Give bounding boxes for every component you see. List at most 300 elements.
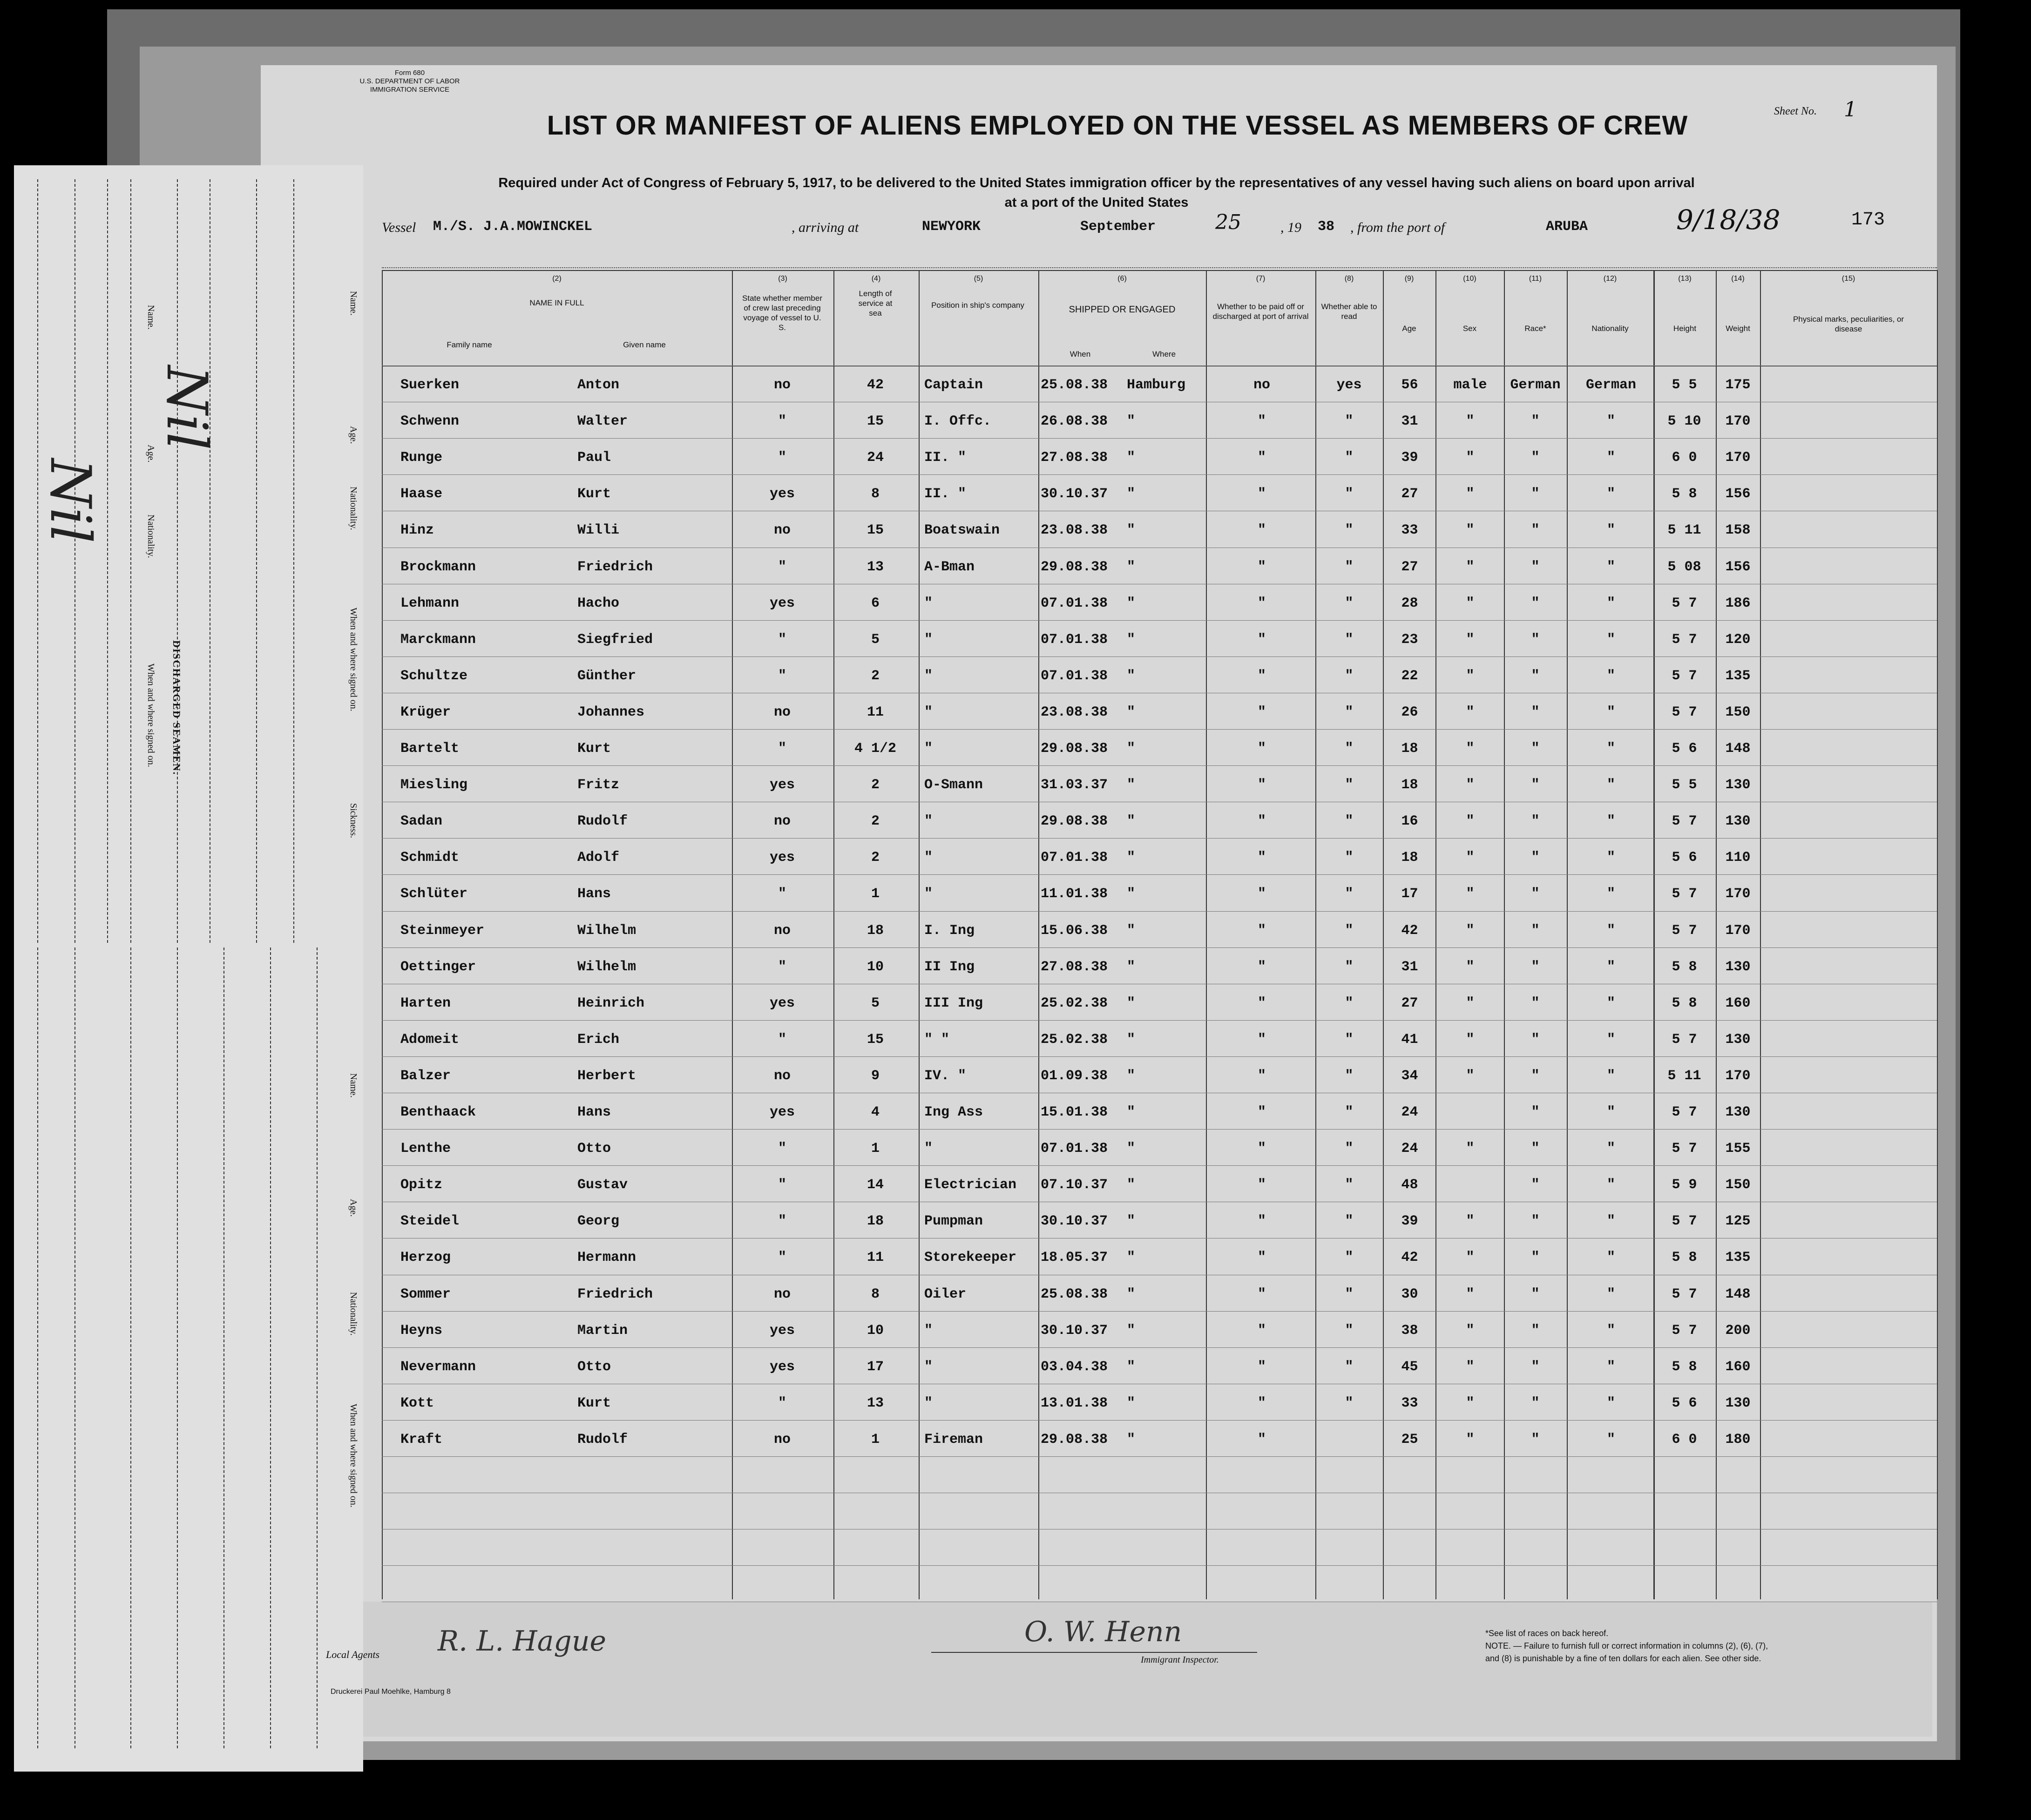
cell-where: " xyxy=(1127,1177,1136,1193)
cell-prev: yes xyxy=(769,995,795,1011)
cell-prev: " xyxy=(778,413,786,430)
cell-paid: " xyxy=(1257,1322,1266,1339)
local-agents-label: Local Agents xyxy=(326,1649,380,1660)
cell-position: O-Smann xyxy=(924,777,983,793)
stub-rule xyxy=(130,179,131,943)
cell-nat: " xyxy=(1606,777,1615,793)
cell-nat: " xyxy=(1606,1431,1615,1448)
cell-race: " xyxy=(1531,559,1540,575)
cell-position: " xyxy=(924,1322,933,1339)
col5-num: (5) xyxy=(974,275,983,283)
cell-height: 5 6 xyxy=(1672,850,1697,866)
col5-header: Position in ship's company xyxy=(931,301,1024,310)
cell-height: 5 7 xyxy=(1672,1031,1697,1048)
cell-age: 39 xyxy=(1401,450,1418,466)
cell-prev: no xyxy=(773,922,791,939)
cell-where: " xyxy=(1127,813,1136,830)
cell-where: " xyxy=(1127,1359,1136,1375)
cell-race: " xyxy=(1531,1104,1540,1120)
cell-weight: 158 xyxy=(1725,522,1751,539)
cell-service: 11 xyxy=(867,1250,884,1266)
col4-num: (4) xyxy=(871,275,881,283)
cell-read: " xyxy=(1345,741,1354,757)
col7-header: Whether to be paid off or discharged at port of arrival xyxy=(1212,302,1309,321)
col9-header: Age xyxy=(1402,324,1416,333)
cell-given: Günther xyxy=(577,668,636,684)
cell-paid: " xyxy=(1257,631,1266,648)
cell-race: " xyxy=(1531,1141,1540,1157)
cell-age: 33 xyxy=(1401,522,1418,539)
cell-family: Sadan xyxy=(400,813,443,830)
cell-nat: " xyxy=(1606,1031,1615,1048)
arrival-month: September xyxy=(1080,219,1156,235)
cell-weight: 156 xyxy=(1725,559,1751,575)
cell-read: " xyxy=(1345,1322,1354,1339)
cell-where: " xyxy=(1127,922,1136,939)
cell-position: Pumpman xyxy=(924,1213,983,1230)
cell-when: 15.06.38 xyxy=(1041,922,1108,939)
cell-age: 27 xyxy=(1401,995,1418,1011)
cell-sex: " xyxy=(1466,668,1475,684)
cell-family: Schwenn xyxy=(400,413,460,430)
form-number: Form 680 xyxy=(394,69,425,77)
cell-paid: " xyxy=(1257,1286,1266,1302)
row-rule xyxy=(382,729,1937,730)
cell-read: " xyxy=(1345,668,1354,684)
cell-when: 07.01.38 xyxy=(1041,668,1108,684)
col15-header: Physical marks, peculiarities, or disease xyxy=(1793,315,1904,333)
cell-race: " xyxy=(1531,813,1540,830)
cell-sex: " xyxy=(1466,886,1475,902)
cell-where: " xyxy=(1127,1141,1136,1157)
cell-nat: " xyxy=(1606,704,1615,720)
cell-height: 5 7 xyxy=(1672,1213,1697,1230)
cell-prev: " xyxy=(778,959,786,975)
col6-num: (6) xyxy=(1117,275,1127,283)
cell-position: Electrician xyxy=(924,1177,1017,1193)
cell-family: Bartelt xyxy=(400,741,460,757)
stub-when-label-2: When and where signed on. xyxy=(146,663,156,767)
cell-family: Marckmann xyxy=(400,631,476,648)
cell-given: Kurt xyxy=(577,486,611,502)
cell-nat: " xyxy=(1606,959,1615,975)
cell-when: 31.03.37 xyxy=(1041,777,1108,793)
cell-read: " xyxy=(1345,1286,1354,1302)
cell-service: 1 xyxy=(871,1431,880,1448)
cell-position: II Ing xyxy=(924,959,975,975)
stub-rule xyxy=(177,947,178,1748)
cell-service: 1 xyxy=(871,1141,880,1157)
col2-num: (2) xyxy=(552,275,562,283)
arriving-label: , arriving at xyxy=(792,220,859,235)
cell-service: 15 xyxy=(867,1031,884,1048)
cell-race: " xyxy=(1531,1286,1540,1302)
cell-sex: " xyxy=(1466,486,1475,502)
stub-name-label-3: Name. xyxy=(348,1073,359,1098)
cell-paid: " xyxy=(1257,995,1266,1011)
cell-nat: " xyxy=(1606,450,1615,466)
cell-paid: " xyxy=(1257,1104,1266,1120)
cell-service: 2 xyxy=(871,668,880,684)
cell-paid: " xyxy=(1257,559,1266,575)
cell-family: Adomeit xyxy=(400,1031,460,1048)
col-rule xyxy=(732,270,733,1599)
col13-header: Height xyxy=(1673,324,1697,333)
cell-service: 18 xyxy=(867,922,884,939)
cell-sex: " xyxy=(1466,595,1475,611)
cell-height: 5 8 xyxy=(1672,486,1697,502)
cell-prev: " xyxy=(778,1395,786,1411)
cell-when: 07.01.38 xyxy=(1041,631,1108,648)
cell-sex: " xyxy=(1466,922,1475,939)
cell-where: " xyxy=(1127,1104,1136,1120)
cell-read: " xyxy=(1345,1250,1354,1266)
cell-nat: " xyxy=(1606,922,1615,939)
cell-sex: " xyxy=(1466,1359,1475,1375)
cell-nat: " xyxy=(1606,1359,1615,1375)
cell-sex: " xyxy=(1466,1031,1475,1048)
stub-name-label: Name. xyxy=(348,291,359,316)
cell-family: Heyns xyxy=(400,1322,443,1339)
cell-service: 2 xyxy=(871,813,880,830)
cell-prev: no xyxy=(773,1431,791,1448)
cell-family: Steinmeyer xyxy=(400,922,485,939)
cell-height: 5 8 xyxy=(1672,995,1697,1011)
cell-service: 8 xyxy=(871,1286,880,1302)
agent-signature: R. L. Hague xyxy=(438,1625,606,1658)
stub-rule xyxy=(107,179,108,943)
cell-weight: 130 xyxy=(1725,813,1751,830)
row-rule xyxy=(382,656,1937,657)
cell-weight: 125 xyxy=(1725,1213,1751,1230)
cell-service: 17 xyxy=(867,1359,884,1375)
cell-position: I. Offc. xyxy=(924,413,992,430)
cell-height: 5 11 xyxy=(1667,522,1701,539)
cell-age: 41 xyxy=(1401,1031,1418,1048)
cell-where: " xyxy=(1127,1322,1136,1339)
cell-sex: " xyxy=(1466,450,1475,466)
cell-where: " xyxy=(1127,1213,1136,1230)
cell-age: 27 xyxy=(1401,486,1418,502)
cell-height: 5 9 xyxy=(1672,1177,1697,1193)
stub-nationality-label-3: Nationality. xyxy=(348,1292,359,1336)
cell-age: 25 xyxy=(1401,1431,1418,1448)
row-rule xyxy=(382,620,1937,621)
cell-service: 2 xyxy=(871,777,880,793)
cell-weight: 150 xyxy=(1725,1177,1751,1193)
page-title: LIST OR MANIFEST OF ALIENS EMPLOYED ON THE VESSEL AS MEMBERS OF CREW xyxy=(547,110,1688,141)
cell-when: 18.05.37 xyxy=(1041,1250,1108,1266)
cell-height: 5 5 xyxy=(1672,377,1697,393)
footnote-note-2: and (8) is punishable by a fine of ten dollars for each alien. See other side. xyxy=(1485,1654,1761,1663)
cell-read: " xyxy=(1345,995,1354,1011)
col13-num: (13) xyxy=(1678,275,1692,283)
cell-where: " xyxy=(1127,486,1136,502)
col-rule xyxy=(1038,270,1039,1599)
cell-prev: " xyxy=(778,450,786,466)
cell-position: " xyxy=(924,813,933,830)
cell-given: Martin xyxy=(577,1322,628,1339)
cell-age: 24 xyxy=(1401,1141,1418,1157)
cell-family: Schlüter xyxy=(400,886,468,902)
cell-race: " xyxy=(1531,1359,1540,1375)
cell-position: Fireman xyxy=(924,1431,983,1448)
cell-given: Kurt xyxy=(577,741,611,757)
cell-given: Friedrich xyxy=(577,1286,653,1302)
cell-sex: male xyxy=(1453,377,1487,393)
cell-prev: no xyxy=(773,813,791,830)
cell-position: " xyxy=(924,1395,933,1411)
cell-age: 28 xyxy=(1401,595,1418,611)
form-header xyxy=(340,69,480,94)
cell-service: 18 xyxy=(867,1213,884,1230)
cell-nat: " xyxy=(1606,1213,1615,1230)
col8-num: (8) xyxy=(1344,275,1354,283)
cell-family: Balzer xyxy=(400,1068,451,1084)
cell-when: 07.10.37 xyxy=(1041,1177,1108,1193)
cell-nat: " xyxy=(1606,741,1615,757)
cell-given: Gustav xyxy=(577,1177,628,1193)
cell-read: " xyxy=(1345,595,1354,611)
cell-read: " xyxy=(1345,1141,1354,1157)
cell-age: 31 xyxy=(1401,959,1418,975)
col-rule xyxy=(1937,270,1938,1599)
cell-when: 25.08.38 xyxy=(1041,377,1108,393)
cell-where: " xyxy=(1127,1250,1136,1266)
cell-age: 42 xyxy=(1401,1250,1418,1266)
cell-race: " xyxy=(1531,522,1540,539)
cell-read: yes xyxy=(1336,377,1362,393)
cell-nat: " xyxy=(1606,1177,1615,1193)
cell-family: Lenthe xyxy=(400,1141,451,1157)
col6-header: SHIPPED OR ENGAGED xyxy=(1069,304,1176,315)
cell-given: Johannes xyxy=(577,704,645,720)
cell-where: " xyxy=(1127,631,1136,648)
cell-position: " xyxy=(924,1141,933,1157)
cell-race: German xyxy=(1510,377,1561,393)
cell-height: 5 7 xyxy=(1672,631,1697,648)
cell-given: Friedrich xyxy=(577,559,653,575)
cell-read: " xyxy=(1345,1068,1354,1084)
cell-age: 39 xyxy=(1401,1213,1418,1230)
cell-where: " xyxy=(1127,704,1136,720)
cell-sex: " xyxy=(1466,1286,1475,1302)
cell-race: " xyxy=(1531,1213,1540,1230)
cell-given: Hans xyxy=(577,1104,611,1120)
row-rule xyxy=(382,1311,1937,1312)
cell-height: 5 7 xyxy=(1672,813,1697,830)
cell-read: " xyxy=(1345,959,1354,975)
cell-age: 42 xyxy=(1401,922,1418,939)
cell-position: " xyxy=(924,595,933,611)
cell-when: 30.10.37 xyxy=(1041,1322,1108,1339)
cell-weight: 135 xyxy=(1725,668,1751,684)
cell-family: Miesling xyxy=(400,777,468,793)
cell-family: Oettinger xyxy=(400,959,476,975)
stub-rule xyxy=(223,947,224,1748)
col3-header: State whether member of crew last preceding voyage of vessel to U. S. xyxy=(742,294,822,332)
cell-where: " xyxy=(1127,886,1136,902)
col4-header: Length of service at sea xyxy=(858,289,893,318)
col12-header: Nationality xyxy=(1591,324,1629,333)
cell-paid: " xyxy=(1257,595,1266,611)
cell-service: 9 xyxy=(871,1068,880,1084)
cell-paid: " xyxy=(1257,1250,1266,1266)
row-rule xyxy=(382,874,1937,875)
cell-service: 5 xyxy=(871,631,880,648)
stub-when-label: When and where signed on. xyxy=(348,608,359,711)
stub-age-label-2: Age. xyxy=(146,445,156,463)
cell-height: 5 7 xyxy=(1672,1322,1697,1339)
cell-family: Suerken xyxy=(400,377,460,393)
cell-prev: " xyxy=(778,668,786,684)
cell-paid: no xyxy=(1253,377,1270,393)
stub-sickness-label: Sickness. xyxy=(348,803,359,838)
cell-read: " xyxy=(1345,850,1354,866)
sheet-label: Sheet No. xyxy=(1774,105,1817,117)
cell-when: 29.08.38 xyxy=(1041,1431,1108,1448)
vessel-name: M./S. J.A.MOWINCKEL xyxy=(433,219,593,235)
cell-nat: German xyxy=(1585,377,1637,393)
cell-when: 03.04.38 xyxy=(1041,1359,1108,1375)
cell-paid: " xyxy=(1257,1431,1266,1448)
cell-race: " xyxy=(1531,1431,1540,1448)
cell-weight: 130 xyxy=(1725,1395,1751,1411)
cell-position: " xyxy=(924,850,933,866)
cell-position: Oiler xyxy=(924,1286,967,1302)
cell-position: I. Ing xyxy=(924,922,975,939)
cell-when: 27.08.38 xyxy=(1041,450,1108,466)
cell-nat: " xyxy=(1606,559,1615,575)
stub-rule xyxy=(37,947,38,1748)
cell-when: 25.02.38 xyxy=(1041,995,1108,1011)
cell-height: 5 7 xyxy=(1672,886,1697,902)
cell-read: " xyxy=(1345,777,1354,793)
stub-rule xyxy=(130,947,131,1748)
cell-weight: 170 xyxy=(1725,450,1751,466)
cell-family: Brockmann xyxy=(400,559,476,575)
cell-given: Anton xyxy=(577,377,620,393)
cell-sex: " xyxy=(1466,559,1475,575)
cell-height: 5 08 xyxy=(1667,559,1701,575)
cell-given: Hacho xyxy=(577,595,620,611)
cell-paid: " xyxy=(1257,741,1266,757)
cell-weight: 170 xyxy=(1725,922,1751,939)
cell-weight: 175 xyxy=(1725,377,1751,393)
cell-weight: 148 xyxy=(1725,1286,1751,1302)
cell-read: " xyxy=(1345,450,1354,466)
cell-given: Rudolf xyxy=(577,813,628,830)
cell-family: Herzog xyxy=(400,1250,451,1266)
cell-when: 11.01.38 xyxy=(1041,886,1108,902)
cell-sex: " xyxy=(1466,813,1475,830)
cell-family: Hinz xyxy=(400,522,434,539)
cell-weight: 130 xyxy=(1725,1031,1751,1048)
cell-race: " xyxy=(1531,631,1540,648)
cell-when: 29.08.38 xyxy=(1041,741,1108,757)
cell-race: " xyxy=(1531,886,1540,902)
row-rule xyxy=(382,474,1937,475)
cell-paid: " xyxy=(1257,450,1266,466)
stub-title: DISCHARGED SEAMEN. xyxy=(171,640,183,776)
cell-given: Rudolf xyxy=(577,1431,628,1448)
cell-family: Schmidt xyxy=(400,850,460,866)
cell-nat: " xyxy=(1606,522,1615,539)
stub-when-label-3: When and where signed on. xyxy=(348,1404,359,1508)
col12-num: (12) xyxy=(1603,275,1617,283)
arrival-port: NEWYORK xyxy=(922,219,981,235)
cell-height: 5 8 xyxy=(1672,959,1697,975)
col14-header: Weight xyxy=(1726,324,1750,333)
cell-when: 30.10.37 xyxy=(1041,486,1108,502)
crew-table xyxy=(382,270,1937,1599)
cell-age: 56 xyxy=(1401,377,1418,393)
cell-paid: " xyxy=(1257,704,1266,720)
cell-service: 6 xyxy=(871,595,880,611)
cell-where: Hamburg xyxy=(1127,377,1186,393)
cell-given: Hans xyxy=(577,886,611,902)
stub-rule xyxy=(177,179,178,943)
cell-where: " xyxy=(1127,1031,1136,1048)
footnotes xyxy=(1485,1627,1928,1665)
cell-race: " xyxy=(1531,1031,1540,1048)
cell-given: Siegfried xyxy=(577,631,653,648)
col9-num: (9) xyxy=(1404,275,1414,283)
cell-family: Kraft xyxy=(400,1431,443,1448)
cell-prev: no xyxy=(773,1286,791,1302)
cell-family: Opitz xyxy=(400,1177,443,1193)
cell-nat: " xyxy=(1606,595,1615,611)
cell-position: A-Bman xyxy=(924,559,975,575)
department: U.S. DEPARTMENT OF LABOR xyxy=(359,77,460,85)
cell-prev: " xyxy=(778,1141,786,1157)
cell-age: 17 xyxy=(1401,886,1418,902)
arrival-year: 38 xyxy=(1318,219,1335,235)
cell-given: Wilhelm xyxy=(577,922,636,939)
cell-when: 30.10.37 xyxy=(1041,1213,1108,1230)
cell-race: " xyxy=(1531,995,1540,1011)
row-rule xyxy=(382,765,1937,766)
cell-family: Kott xyxy=(400,1395,434,1411)
cell-family: Runge xyxy=(400,450,443,466)
vessel-label: Vessel xyxy=(382,220,416,235)
table-top-rule xyxy=(382,270,1937,271)
stub-name-label-2: Name. xyxy=(146,305,156,330)
cell-prev: " xyxy=(778,1213,786,1230)
cell-sex: " xyxy=(1466,631,1475,648)
cell-paid: " xyxy=(1257,668,1266,684)
cell-given: Fritz xyxy=(577,777,620,793)
vessel-line xyxy=(382,204,1918,240)
cell-position: Ing Ass xyxy=(924,1104,983,1120)
cell-age: 45 xyxy=(1401,1359,1418,1375)
cell-weight: 130 xyxy=(1725,777,1751,793)
cell-paid: " xyxy=(1257,1359,1266,1375)
cell-height: 5 10 xyxy=(1667,413,1701,430)
cell-family: Sommer xyxy=(400,1286,451,1302)
cell-height: 6 0 xyxy=(1672,1431,1697,1448)
cell-height: 5 7 xyxy=(1672,668,1697,684)
cell-service: 10 xyxy=(867,1322,884,1339)
cell-service: 15 xyxy=(867,522,884,539)
cell-age: 16 xyxy=(1401,813,1418,830)
cell-paid: " xyxy=(1257,522,1266,539)
year-prefix: , 19 xyxy=(1280,220,1301,235)
cell-paid: " xyxy=(1257,1068,1266,1084)
cell-paid: " xyxy=(1257,850,1266,866)
stub-rule xyxy=(317,947,318,1748)
cell-read: " xyxy=(1345,631,1354,648)
